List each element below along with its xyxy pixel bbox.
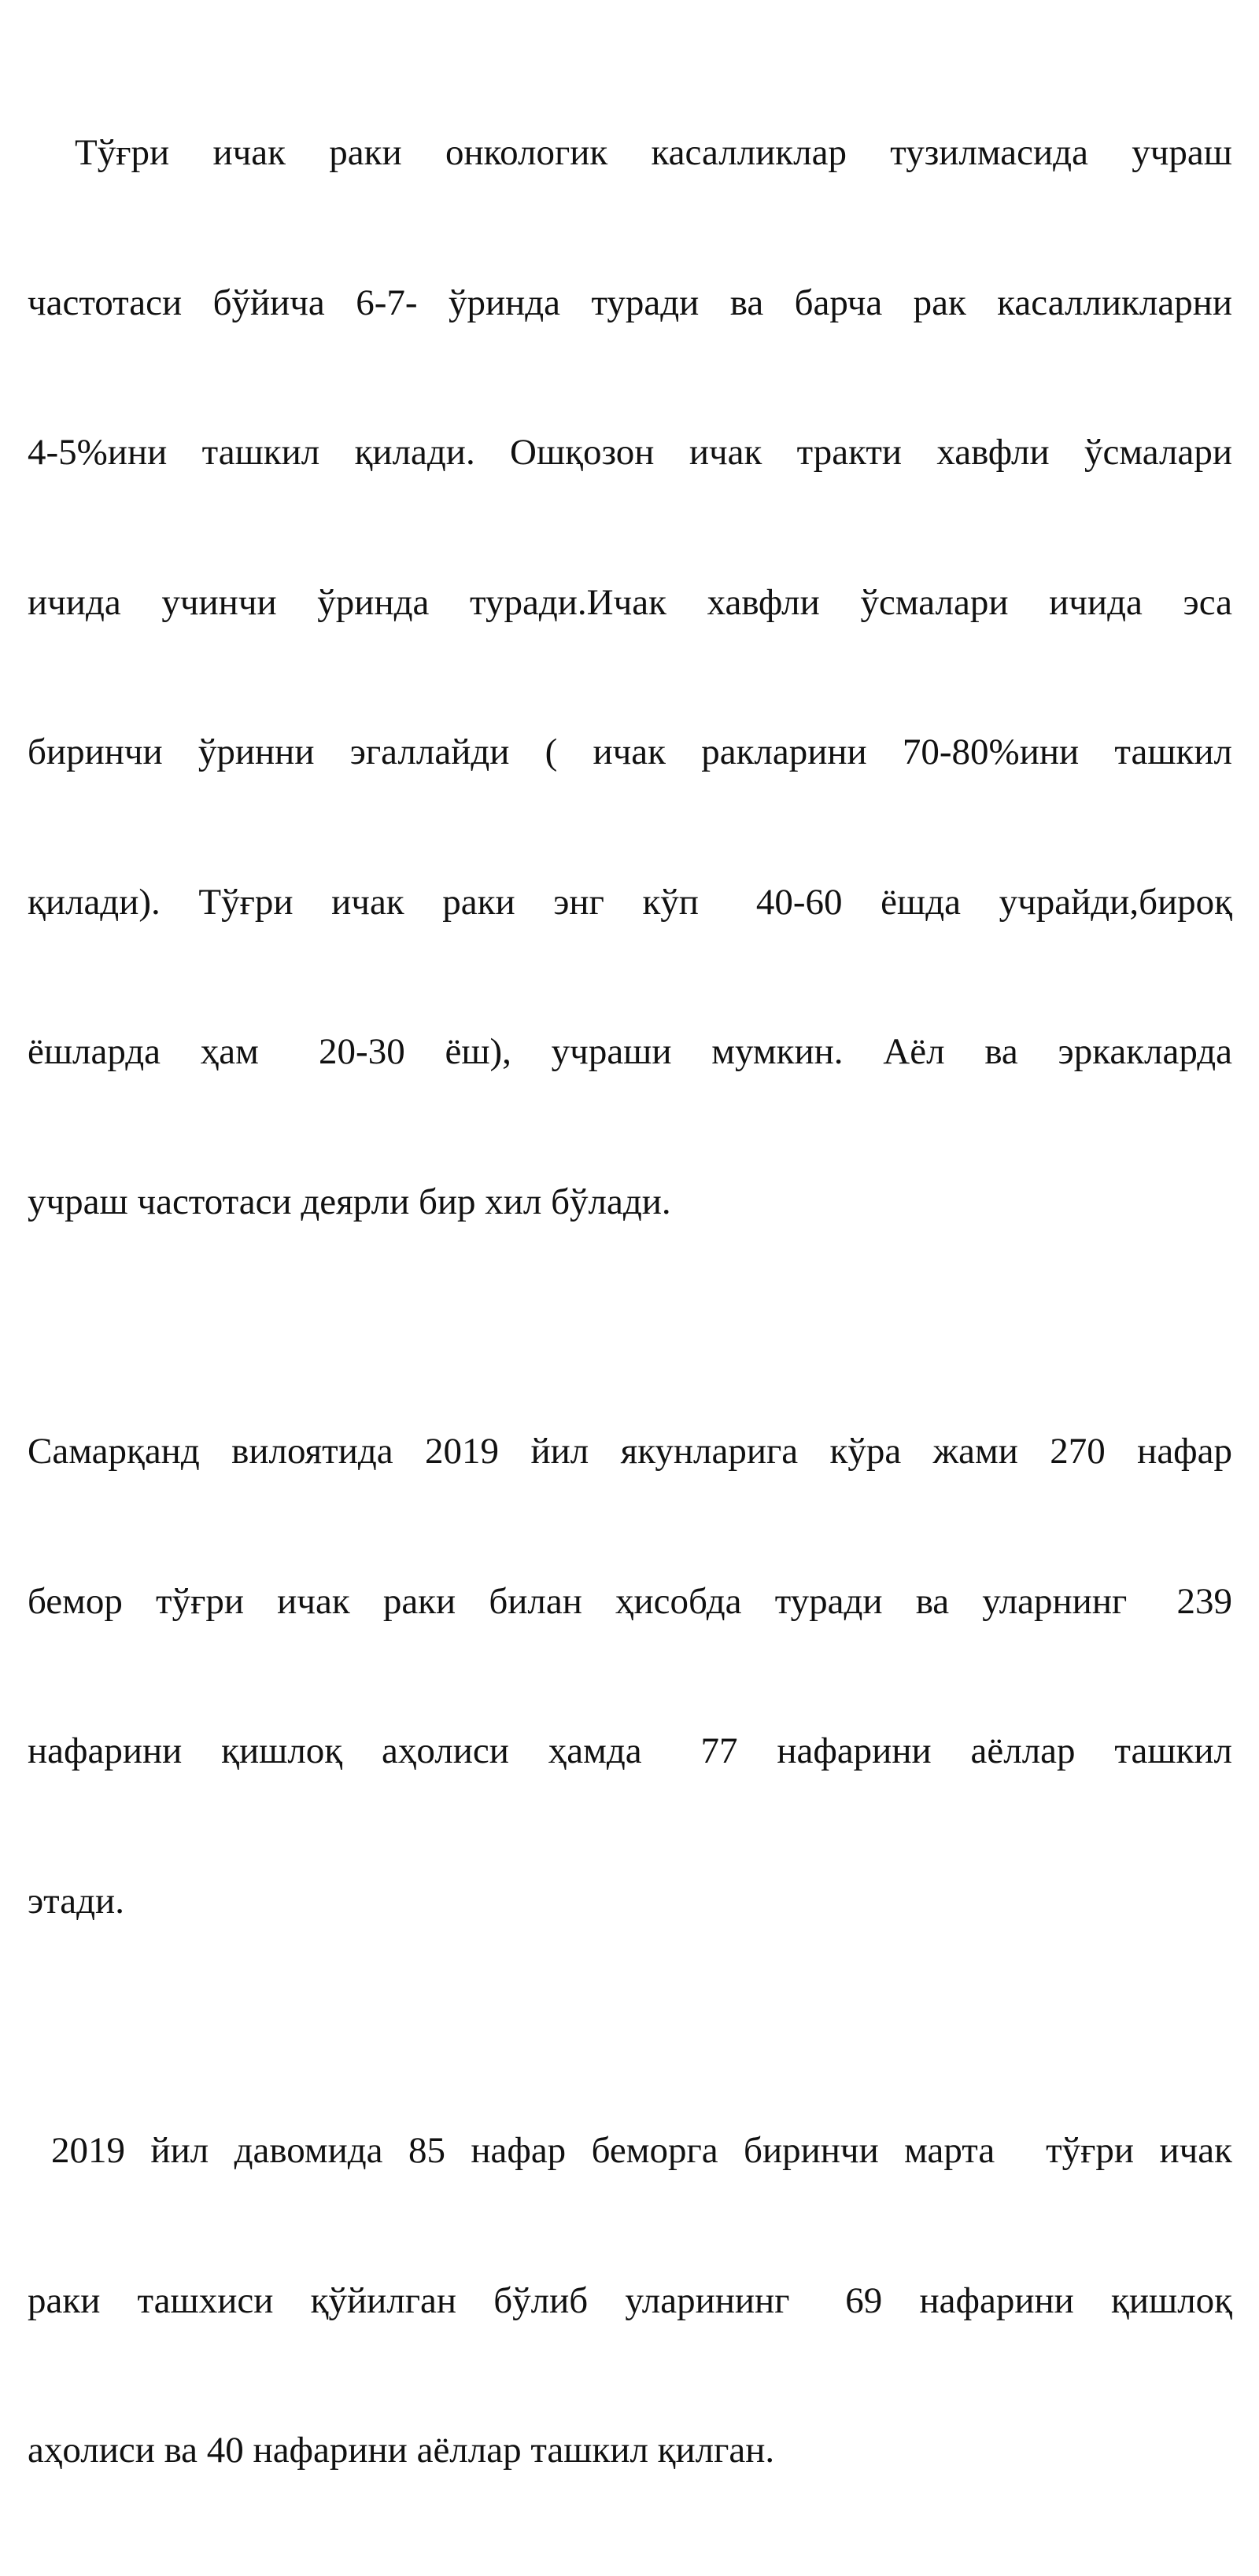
- text-line: частотаси бўйича 6-7- ўринда туради ва барча рак касалликларни: [28, 282, 1232, 323]
- text-line: Тўғри ичак раки онкологик касалликлар тузилмасида учраш: [75, 132, 1232, 173]
- text-line: нафарини қишлоқ аҳолиси ҳамда 77 нафарини аёллар ташкил: [28, 1730, 1232, 1771]
- text-line: 4-5%ини ташкил қилади. Ошқозон ичак тракти хавфли ўсмалари: [28, 432, 1232, 473]
- text-line: бемор тўғри ичак раки билан ҳисобда туради ва уларнинг 239: [28, 1580, 1232, 1622]
- text-line: биринчи ўринни эгаллайди ( ичак ракларини 70-80%ини ташкил: [28, 732, 1232, 772]
- paragraph-2019-diagnoses: [28, 2026, 1232, 2576]
- text-line: раки ташхиси қўйилган бўлиб уларининг 69 нафарини қишлоқ: [28, 2279, 1232, 2321]
- text-line: қилади). Тўғри ичак раки энг кўп 40-60 ёшда учрайди,бироқ: [28, 881, 1232, 923]
- text-line: учраш частотаси деярли бир хил бўлади.: [28, 1181, 671, 1222]
- text-line: ичида учинчи ўринда туради.Ичак хавфли ўсмалари ичида эса: [28, 581, 1232, 623]
- text-line: 2019 йил давомида 85 нафар беморга биринчи марта тўғри ичак: [51, 2130, 1232, 2171]
- text-line: этади.: [28, 1880, 124, 1922]
- paragraph-samarkand-stats: [28, 1327, 1232, 2026]
- document-body: [28, 28, 1232, 2576]
- paragraph-incidence: [28, 28, 1232, 1327]
- text-line: ёшларда ҳам 20-30 ёш), учраши мумкин. Аёл ва эркакларда: [28, 1031, 1232, 1072]
- text-line: Самарқанд вилоятида 2019 йил якунларига кўра жами 270 нафар: [28, 1431, 1232, 1472]
- text-line: аҳолиси ва 40 нафарини аёллар ташкил қилган.: [28, 2430, 775, 2471]
